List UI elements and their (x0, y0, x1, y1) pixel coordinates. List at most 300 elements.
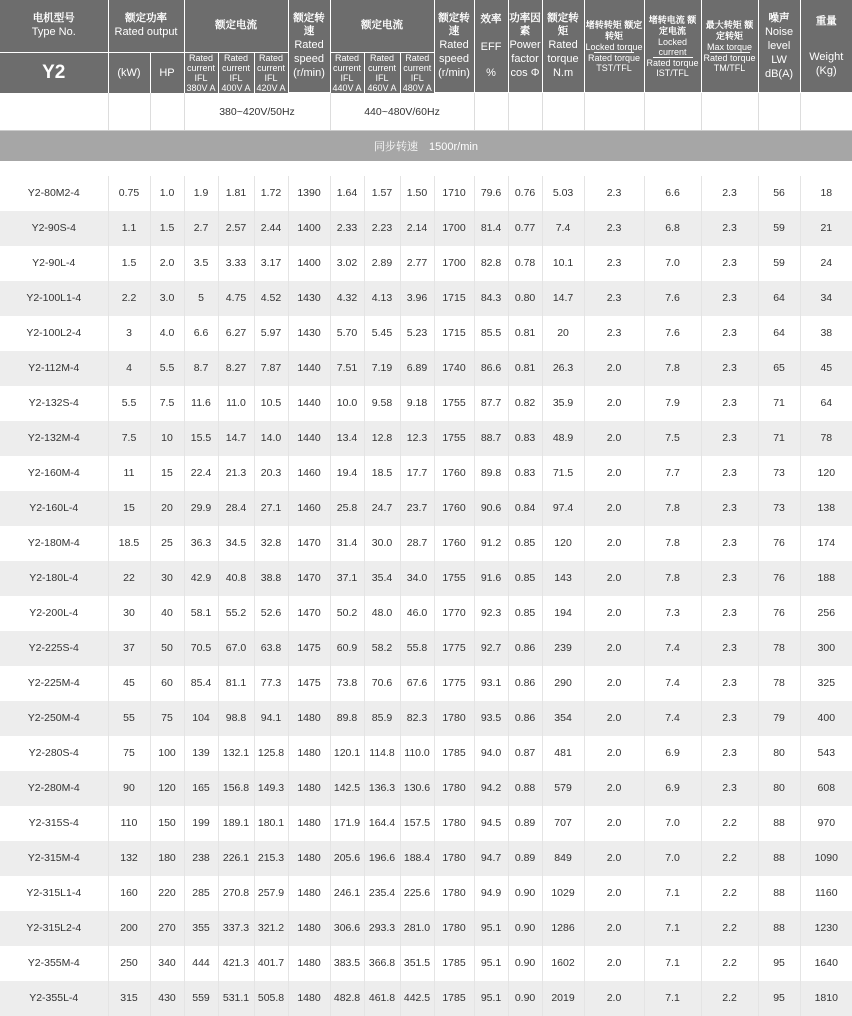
noise-header-en: Noise level LW (764, 25, 794, 66)
cell-max-torque: 2.3 (701, 666, 758, 701)
cell-i480: 351.5 (400, 946, 434, 981)
cell-speed50: 1480 (288, 771, 330, 806)
cell-i480: 28.7 (400, 526, 434, 561)
cell-locked-current: 7.3 (644, 596, 701, 631)
cell-torque: 1602 (542, 946, 584, 981)
cell-i460: 366.8 (364, 946, 400, 981)
cell-i400: 14.7 (218, 421, 254, 456)
cell-i400: 6.27 (218, 316, 254, 351)
rated-torque-header-unit: N.m (552, 67, 574, 79)
cell-i460: 9.58 (364, 386, 400, 421)
cell-type: Y2-112M-4 (0, 351, 108, 386)
cell-speed50: 1480 (288, 946, 330, 981)
cell-i420: 27.1 (254, 491, 288, 526)
cell-torque: 20 (542, 316, 584, 351)
cell-type: Y2-132M-4 (0, 421, 108, 456)
table-row (0, 631, 852, 666)
cell-eff: 81.4 (474, 211, 508, 246)
cell-hp: 1.0 (150, 176, 184, 211)
cell-i380: 3.5 (184, 246, 218, 281)
cell-eff: 89.8 (474, 456, 508, 491)
cell-speed60: 1700 (434, 211, 474, 246)
locked-torque-header-cn: 堵转转矩 额定转矩 (585, 19, 643, 41)
table-row (0, 211, 852, 246)
cell-i440: 383.5 (330, 946, 364, 981)
cell-type: Y2-280S-4 (0, 736, 108, 771)
cell-weight: 174 (800, 526, 852, 561)
cell-i400: 55.2 (218, 596, 254, 631)
cell-i460: 114.8 (364, 736, 400, 771)
cell-hp: 340 (150, 946, 184, 981)
cell-i380: 22.4 (184, 456, 218, 491)
cell-max-torque: 2.2 (701, 911, 758, 946)
header-row-1 (0, 0, 852, 52)
cell-i380: 238 (184, 841, 218, 876)
cell-speed60: 1715 (434, 316, 474, 351)
cell-locked-torque: 2.0 (584, 911, 644, 946)
cell-locked-torque: 2.0 (584, 736, 644, 771)
cell-noise: 88 (758, 911, 800, 946)
cell-speed60: 1770 (434, 596, 474, 631)
cell-noise: 71 (758, 421, 800, 456)
cell-locked-current: 6.6 (644, 176, 701, 211)
table-row (0, 946, 852, 981)
cell-max-torque: 2.3 (701, 491, 758, 526)
cell-torque: 849 (542, 841, 584, 876)
cell-speed60: 1740 (434, 351, 474, 386)
voltage-50hz-label: 380~420V/50Hz (184, 93, 330, 131)
cell-locked-current: 7.1 (644, 911, 701, 946)
cell-i440: 60.9 (330, 631, 364, 666)
max-torque-header-en2: Rated torque (703, 52, 756, 63)
cell-kw: 1.1 (108, 211, 150, 246)
type-header-en: Type No. (31, 26, 76, 39)
cell-i440: 246.1 (330, 876, 364, 911)
cell-max-torque: 2.3 (701, 176, 758, 211)
cell-max-torque: 2.2 (701, 876, 758, 911)
cell-locked-current: 7.4 (644, 631, 701, 666)
cell-kw: 37 (108, 631, 150, 666)
table-row (0, 981, 852, 1016)
cell-weight: 1810 (800, 981, 852, 1016)
cell-kw: 75 (108, 736, 150, 771)
cell-locked-current: 7.8 (644, 491, 701, 526)
locked-current-header-cn: 堵转电流 额定电流 (648, 14, 697, 36)
cell-torque: 290 (542, 666, 584, 701)
cell-max-torque: 2.3 (701, 211, 758, 246)
cell-speed60: 1755 (434, 561, 474, 596)
cell-speed60: 1780 (434, 771, 474, 806)
cell-type: Y2-315S-4 (0, 806, 108, 841)
cell-i400: 156.8 (218, 771, 254, 806)
cell-i440: 120.1 (330, 736, 364, 771)
rated-output-header-en: Rated output (114, 26, 178, 39)
cell-hp: 1.5 (150, 211, 184, 246)
cell-i440: 13.4 (330, 421, 364, 456)
kw-unit-header: (kW) (108, 52, 150, 93)
cell-i440: 73.8 (330, 666, 364, 701)
cell-kw: 15 (108, 491, 150, 526)
cell-i460: 2.89 (364, 246, 400, 281)
cell-i460: 18.5 (364, 456, 400, 491)
cell-pf: 0.78 (508, 246, 542, 281)
cell-locked-torque: 2.3 (584, 281, 644, 316)
cell-kw: 200 (108, 911, 150, 946)
cell-speed50: 1400 (288, 211, 330, 246)
cell-pf: 0.90 (508, 946, 542, 981)
cell-i400: 337.3 (218, 911, 254, 946)
cell-type: Y2-355L-4 (0, 981, 108, 1016)
table-row (0, 666, 852, 701)
model-series: Y2 (0, 52, 108, 93)
cell-pf: 0.89 (508, 806, 542, 841)
cell-pf: 0.87 (508, 736, 542, 771)
cell-speed60: 1710 (434, 176, 474, 211)
cell-locked-current: 7.8 (644, 526, 701, 561)
cell-kw: 11 (108, 456, 150, 491)
cell-pf: 0.85 (508, 596, 542, 631)
cell-eff: 95.1 (474, 981, 508, 1016)
cell-i440: 1.64 (330, 176, 364, 211)
cell-noise: 73 (758, 456, 800, 491)
cell-hp: 220 (150, 876, 184, 911)
weight-header-unit: (Kg) (815, 64, 837, 77)
locked-torque-header-en2: Rated torque (588, 52, 641, 63)
table-row (0, 596, 852, 631)
cell-locked-current: 7.8 (644, 561, 701, 596)
max-torque-header-cn: 最大转矩 额定转矩 (705, 19, 754, 41)
cell-locked-current: 6.8 (644, 211, 701, 246)
cell-i440: 482.8 (330, 981, 364, 1016)
cell-torque: 35.9 (542, 386, 584, 421)
cell-max-torque: 2.2 (701, 841, 758, 876)
cell-i380: 104 (184, 701, 218, 736)
cell-locked-current: 7.4 (644, 701, 701, 736)
cell-noise: 88 (758, 841, 800, 876)
cell-speed50: 1480 (288, 736, 330, 771)
speed-60hz-header (434, 0, 474, 93)
cell-i440: 5.70 (330, 316, 364, 351)
power-factor-header-en: Power factor (509, 39, 541, 65)
cell-locked-current: 7.0 (644, 806, 701, 841)
cell-kw: 7.5 (108, 421, 150, 456)
cell-speed50: 1470 (288, 561, 330, 596)
cell-weight: 1230 (800, 911, 852, 946)
cell-i460: 4.13 (364, 281, 400, 316)
cell-locked-current: 6.9 (644, 736, 701, 771)
cell-type: Y2-160L-4 (0, 491, 108, 526)
cell-i440: 19.4 (330, 456, 364, 491)
locked-torque-header-unit: TST/TFL (596, 62, 632, 73)
cell-weight: 188 (800, 561, 852, 596)
cell-weight: 24 (800, 246, 852, 281)
cell-weight: 34 (800, 281, 852, 316)
cell-locked-current: 7.6 (644, 281, 701, 316)
cell-noise: 76 (758, 596, 800, 631)
speed-60hz-header-cn: 额定转速 (438, 12, 470, 37)
cell-torque: 97.4 (542, 491, 584, 526)
cell-i420: 94.1 (254, 701, 288, 736)
cell-pf: 0.81 (508, 316, 542, 351)
voltage-60hz-label: 440~480V/60Hz (330, 93, 474, 131)
cell-i400: 270.8 (218, 876, 254, 911)
cell-i460: 1.57 (364, 176, 400, 211)
cell-speed50: 1430 (288, 316, 330, 351)
table-row (0, 176, 852, 211)
cell-speed50: 1480 (288, 911, 330, 946)
cell-hp: 5.5 (150, 351, 184, 386)
cell-i380: 85.4 (184, 666, 218, 701)
current-380v-header: Rated current IFL 380V A (184, 52, 218, 93)
cell-pf: 0.86 (508, 631, 542, 666)
voltage-row (0, 93, 852, 131)
cell-type: Y2-90L-4 (0, 246, 108, 281)
cell-speed60: 1715 (434, 281, 474, 316)
max-torque-header-unit: TM/TFL (713, 62, 746, 73)
cell-locked-torque: 2.0 (584, 771, 644, 806)
cell-speed50: 1460 (288, 491, 330, 526)
cell-i440: 89.8 (330, 701, 364, 736)
cell-i400: 4.75 (218, 281, 254, 316)
locked-torque-header-en1: Locked torque (585, 41, 643, 52)
cell-i400: 21.3 (218, 456, 254, 491)
cell-speed60: 1780 (434, 876, 474, 911)
cell-eff: 94.5 (474, 806, 508, 841)
cell-i460: 48.0 (364, 596, 400, 631)
cell-locked-torque: 2.3 (584, 246, 644, 281)
cell-i380: 5 (184, 281, 218, 316)
table-row (0, 456, 852, 491)
cell-i460: 58.2 (364, 631, 400, 666)
cell-i440: 50.2 (330, 596, 364, 631)
cell-i420: 401.7 (254, 946, 288, 981)
cell-noise: 76 (758, 526, 800, 561)
table-row (0, 876, 852, 911)
cell-i460: 85.9 (364, 701, 400, 736)
cell-i420: 20.3 (254, 456, 288, 491)
cell-kw: 0.75 (108, 176, 150, 211)
table-row (0, 246, 852, 281)
cell-hp: 20 (150, 491, 184, 526)
cell-type: Y2-180L-4 (0, 561, 108, 596)
cell-pf: 0.77 (508, 211, 542, 246)
cell-locked-torque: 2.3 (584, 316, 644, 351)
cell-i440: 2.33 (330, 211, 364, 246)
cell-hp: 270 (150, 911, 184, 946)
cell-hp: 120 (150, 771, 184, 806)
cell-i380: 199 (184, 806, 218, 841)
cell-locked-current: 7.1 (644, 981, 701, 1016)
cell-locked-torque: 2.0 (584, 946, 644, 981)
cell-noise: 65 (758, 351, 800, 386)
cell-kw: 90 (108, 771, 150, 806)
cell-i420: 321.2 (254, 911, 288, 946)
cell-torque: 2019 (542, 981, 584, 1016)
cell-locked-current: 7.9 (644, 386, 701, 421)
cell-i460: 12.8 (364, 421, 400, 456)
cell-max-torque: 2.3 (701, 596, 758, 631)
cell-i400: 67.0 (218, 631, 254, 666)
locked-torque-header (584, 0, 644, 93)
cell-type: Y2-90S-4 (0, 211, 108, 246)
table-row (0, 701, 852, 736)
cell-eff: 86.6 (474, 351, 508, 386)
cell-speed60: 1760 (434, 526, 474, 561)
cell-locked-torque: 2.0 (584, 421, 644, 456)
cell-i480: 5.23 (400, 316, 434, 351)
cell-noise: 73 (758, 491, 800, 526)
cell-eff: 94.0 (474, 736, 508, 771)
cell-weight: 45 (800, 351, 852, 386)
cell-type: Y2-315M-4 (0, 841, 108, 876)
cell-i440: 7.51 (330, 351, 364, 386)
weight-header-cn: 重量 (815, 14, 837, 27)
cell-i480: 6.89 (400, 351, 434, 386)
cell-locked-torque: 2.0 (584, 841, 644, 876)
cell-kw: 315 (108, 981, 150, 1016)
cell-i420: 1.72 (254, 176, 288, 211)
cell-i460: 70.6 (364, 666, 400, 701)
cell-type: Y2-280M-4 (0, 771, 108, 806)
cell-eff: 79.6 (474, 176, 508, 211)
table-row (0, 561, 852, 596)
cell-weight: 1160 (800, 876, 852, 911)
max-torque-header-en1: Max torque (707, 41, 753, 52)
cell-noise: 88 (758, 876, 800, 911)
cell-speed60: 1755 (434, 421, 474, 456)
cell-i380: 58.1 (184, 596, 218, 631)
cell-i420: 10.5 (254, 386, 288, 421)
cell-torque: 120 (542, 526, 584, 561)
eff-header-en: EFF (480, 40, 502, 53)
cell-weight: 543 (800, 736, 852, 771)
cell-hp: 150 (150, 806, 184, 841)
cell-type: Y2-315L2-4 (0, 911, 108, 946)
cell-i420: 257.9 (254, 876, 288, 911)
max-torque-header (701, 0, 758, 93)
cell-i440: 31.4 (330, 526, 364, 561)
speed-50hz-header (288, 0, 330, 93)
cell-i420: 3.17 (254, 246, 288, 281)
cell-i380: 70.5 (184, 631, 218, 666)
cell-pf: 0.85 (508, 561, 542, 596)
cell-kw: 18.5 (108, 526, 150, 561)
cell-max-torque: 2.3 (701, 246, 758, 281)
locked-current-header (644, 0, 701, 93)
cell-speed50: 1470 (288, 526, 330, 561)
cell-noise: 59 (758, 246, 800, 281)
eff-header-unit: % (486, 66, 496, 79)
cell-locked-current: 7.1 (644, 876, 701, 911)
cell-speed50: 1440 (288, 351, 330, 386)
cell-max-torque: 2.2 (701, 946, 758, 981)
cell-i420: 2.44 (254, 211, 288, 246)
cell-weight: 38 (800, 316, 852, 351)
sync-speed-label: 同步转速 1500r/min (0, 131, 852, 161)
cell-i400: 531.1 (218, 981, 254, 1016)
cell-i440: 10.0 (330, 386, 364, 421)
cell-weight: 970 (800, 806, 852, 841)
cell-weight: 1640 (800, 946, 852, 981)
cell-i380: 42.9 (184, 561, 218, 596)
sync-speed-row (0, 131, 852, 161)
cell-speed50: 1440 (288, 421, 330, 456)
cell-speed60: 1755 (434, 386, 474, 421)
cell-i480: 9.18 (400, 386, 434, 421)
cell-max-torque: 2.3 (701, 281, 758, 316)
cell-speed60: 1775 (434, 631, 474, 666)
cell-i380: 139 (184, 736, 218, 771)
cell-i380: 11.6 (184, 386, 218, 421)
cell-i480: 157.5 (400, 806, 434, 841)
rated-output-header (108, 0, 184, 52)
cell-torque: 26.3 (542, 351, 584, 386)
cell-speed50: 1430 (288, 281, 330, 316)
cell-locked-current: 7.1 (644, 946, 701, 981)
cell-eff: 94.9 (474, 876, 508, 911)
cell-i400: 40.8 (218, 561, 254, 596)
cell-weight: 1090 (800, 841, 852, 876)
rated-torque-header (542, 0, 584, 93)
cell-i400: 1.81 (218, 176, 254, 211)
cell-pf: 0.88 (508, 771, 542, 806)
type-header-cn: 电机型号 (32, 12, 75, 25)
rated-torque-header-en: Rated torque (547, 39, 579, 65)
eff-header (474, 0, 508, 93)
cell-i440: 37.1 (330, 561, 364, 596)
cell-max-torque: 2.3 (701, 421, 758, 456)
cell-type: Y2-225M-4 (0, 666, 108, 701)
cell-speed50: 1475 (288, 666, 330, 701)
current-420v-header: Rated current IFL 420V A (254, 52, 288, 93)
cell-i380: 2.7 (184, 211, 218, 246)
cell-eff: 90.6 (474, 491, 508, 526)
power-factor-header-unit: cos Φ (510, 67, 540, 79)
cell-i480: 3.96 (400, 281, 434, 316)
cell-weight: 78 (800, 421, 852, 456)
cell-hp: 25 (150, 526, 184, 561)
table-row (0, 911, 852, 946)
noise-header-unit: dB(A) (764, 67, 794, 80)
cell-i460: 461.8 (364, 981, 400, 1016)
speed-60hz-header-unit: (r/min) (438, 67, 470, 79)
table-row (0, 351, 852, 386)
cell-weight: 138 (800, 491, 852, 526)
cell-type: Y2-180M-4 (0, 526, 108, 561)
cell-i420: 32.8 (254, 526, 288, 561)
cell-hp: 7.5 (150, 386, 184, 421)
cell-pf: 0.84 (508, 491, 542, 526)
cell-locked-torque: 2.0 (584, 981, 644, 1016)
cell-i380: 285 (184, 876, 218, 911)
cell-i480: 2.14 (400, 211, 434, 246)
cell-max-torque: 2.3 (701, 386, 758, 421)
cell-locked-torque: 2.0 (584, 526, 644, 561)
cell-i380: 1.9 (184, 176, 218, 211)
cell-pf: 0.85 (508, 526, 542, 561)
cell-noise: 64 (758, 316, 800, 351)
cell-speed60: 1785 (434, 736, 474, 771)
cell-eff: 93.5 (474, 701, 508, 736)
cell-i400: 8.27 (218, 351, 254, 386)
cell-locked-torque: 2.0 (584, 561, 644, 596)
cell-speed60: 1785 (434, 946, 474, 981)
cell-torque: 5.03 (542, 176, 584, 211)
cell-pf: 0.80 (508, 281, 542, 316)
cell-torque: 707 (542, 806, 584, 841)
cell-speed50: 1390 (288, 176, 330, 211)
cell-eff: 91.2 (474, 526, 508, 561)
